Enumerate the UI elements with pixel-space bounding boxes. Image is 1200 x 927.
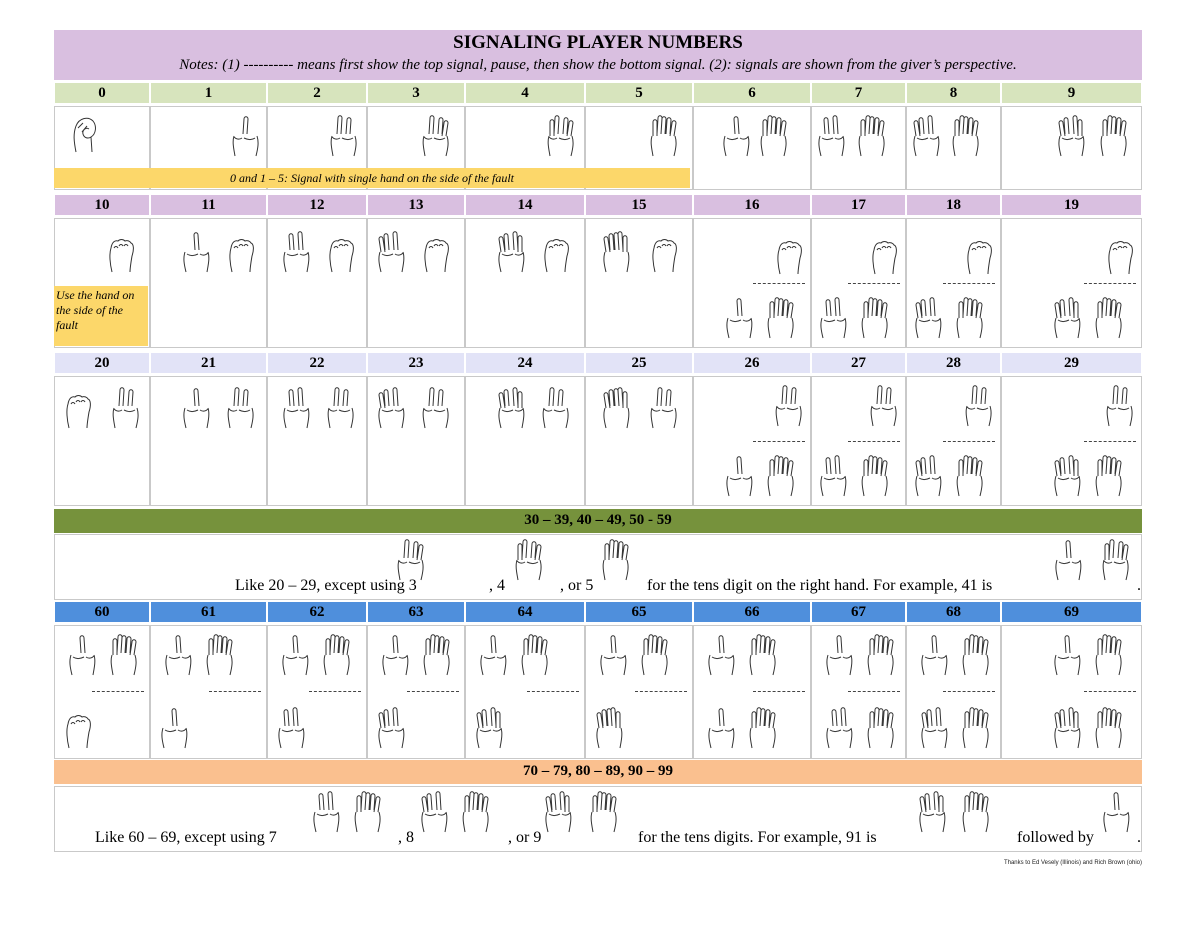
- hand-fist-icon: [963, 232, 995, 276]
- hand-five-fingers-icon: [352, 790, 384, 834]
- hand-two-fingers-icon: [225, 386, 257, 430]
- row4-header-65: 65: [585, 601, 693, 623]
- example-70-text-b: , 8: [398, 829, 414, 846]
- hand-fist-icon: [868, 232, 900, 276]
- page-title: SIGNALING PLAYER NUMBERS: [453, 32, 743, 53]
- hand-four-fingers-icon: [1055, 114, 1087, 158]
- pause-divider: [407, 691, 459, 692]
- hand-five-fingers-icon: [765, 296, 797, 340]
- row2-header-15: 15: [585, 194, 693, 216]
- hand-one-finger-icon: [230, 114, 262, 158]
- hand-fist-icon: [420, 230, 452, 274]
- hand-one-finger-icon: [1100, 790, 1132, 834]
- row4-header-67: 67: [811, 601, 906, 623]
- hand-three-fingers-icon: [418, 790, 450, 834]
- hand-one-finger-icon: [158, 706, 190, 750]
- row1-cell-6: [693, 106, 811, 190]
- notes-text: Notes: (1) ---------- means first show the top signal, pause, then show the bottom signal. (2): signals are shown from the giver’s perspective.: [179, 57, 1017, 73]
- hand-one-finger-icon: [705, 633, 737, 677]
- hand-one-finger-icon: [597, 633, 629, 677]
- row2-header-16: 16: [693, 194, 811, 216]
- hand-four-fingers-icon: [513, 538, 545, 582]
- hand-two-fingers-icon: [325, 386, 357, 430]
- hand-five-fingers-icon: [108, 633, 140, 677]
- hand-five-fingers-icon: [960, 633, 992, 677]
- hand-two-fingers-icon: [823, 706, 855, 750]
- hand-two-fingers-icon: [275, 706, 307, 750]
- example-30-text-a: Like 20 – 29, except using 3: [235, 577, 417, 594]
- band-70-99: 70 – 79, 80 – 89, 90 – 99: [54, 760, 1142, 784]
- hand-five-fingers-icon: [1093, 633, 1125, 677]
- row2-header-10: 10: [54, 194, 150, 216]
- credit-text: Thanks to Ed Vesely (Illinois) and Rich Brown (ohio): [1003, 860, 1142, 866]
- hand-two-fingers-icon: [648, 386, 680, 430]
- hand-two-fingers-icon: [815, 114, 847, 158]
- pause-divider: [943, 441, 995, 442]
- hand-four-fingers-icon: [473, 706, 505, 750]
- hand-four-fingers-icon: [1051, 296, 1083, 340]
- pause-divider: [1084, 441, 1136, 442]
- hand-four-fingers-icon: [542, 790, 574, 834]
- hand-two-fingers-icon: [280, 386, 312, 430]
- hand-two-fingers-icon: [817, 296, 849, 340]
- pause-divider: [527, 691, 579, 692]
- pause-divider: [635, 691, 687, 692]
- note-single-hand: 0 and 1 – 5: Signal with single hand on the side of the fault: [54, 168, 690, 188]
- hand-five-fingers-icon: [960, 706, 992, 750]
- example-70-text-d: for the tens digits. For example, 91 is: [638, 829, 877, 846]
- hand-two-fingers-icon: [963, 384, 995, 428]
- example-70-text-c: , or 9: [508, 829, 542, 846]
- hand-two-fingers-icon: [110, 386, 142, 430]
- band-30-59: 30 – 39, 40 – 49, 50 - 59: [54, 509, 1142, 533]
- row1-header-4: 4: [465, 82, 585, 104]
- hand-five-fingers-icon: [460, 790, 492, 834]
- hand-fist-icon: [1104, 232, 1136, 276]
- hand-one-finger-icon: [918, 633, 950, 677]
- pause-divider: [309, 691, 361, 692]
- pause-divider: [753, 691, 805, 692]
- hand-five-fingers-icon: [421, 633, 453, 677]
- hand-five-fingers-icon: [865, 706, 897, 750]
- row4-header-68: 68: [906, 601, 1001, 623]
- row3-header-26: 26: [693, 352, 811, 374]
- hand-five-fingers-icon: [600, 538, 632, 582]
- hand-one-finger-icon: [720, 114, 752, 158]
- row3-header-29: 29: [1001, 352, 1142, 374]
- example-70-text-f: .: [1137, 829, 1141, 846]
- hand-five-fingers-icon: [960, 790, 992, 834]
- hand-zero-icon: [70, 112, 102, 156]
- row2-header-19: 19: [1001, 194, 1142, 216]
- hand-five-fingers-icon: [204, 633, 236, 677]
- hand-four-fingers-icon: [495, 230, 527, 274]
- hand-five-fingers-icon: [747, 633, 779, 677]
- hand-three-fingers-icon: [918, 706, 950, 750]
- row3-header-21: 21: [150, 352, 267, 374]
- hand-fist-icon: [105, 230, 137, 274]
- hand-fist-icon: [540, 230, 572, 274]
- hand-three-fingers-icon: [375, 230, 407, 274]
- hand-three-fingers-icon: [910, 114, 942, 158]
- hand-one-finger-icon: [1052, 538, 1084, 582]
- hand-three-fingers-icon: [375, 386, 407, 430]
- example-30-text-d: for the tens digit on the right hand. For example, 41 is: [647, 577, 993, 594]
- hand-five-fingers-icon: [588, 790, 620, 834]
- hand-one-finger-icon: [180, 386, 212, 430]
- row2-header-18: 18: [906, 194, 1001, 216]
- row1-header-7: 7: [811, 82, 906, 104]
- hand-five-fingers-icon: [1093, 296, 1125, 340]
- hand-one-finger-icon: [180, 230, 212, 274]
- row2-header-11: 11: [150, 194, 267, 216]
- pause-divider: [753, 441, 805, 442]
- hand-five-fingers-icon: [758, 114, 790, 158]
- hand-two-fingers-icon: [420, 386, 452, 430]
- hand-five-fingers-icon: [600, 230, 632, 274]
- pause-divider: [848, 283, 900, 284]
- hand-five-fingers-icon: [648, 114, 680, 158]
- row4-header-62: 62: [267, 601, 367, 623]
- pause-divider: [209, 691, 261, 692]
- row1-header-5: 5: [585, 82, 693, 104]
- pause-divider: [943, 691, 995, 692]
- hand-four-fingers-icon: [1100, 538, 1132, 582]
- hand-four-fingers-icon: [1051, 706, 1083, 750]
- row2-header-14: 14: [465, 194, 585, 216]
- hand-three-fingers-icon: [420, 114, 452, 158]
- hand-five-fingers-icon: [859, 454, 891, 498]
- hand-fist-icon: [325, 230, 357, 274]
- hand-two-fingers-icon: [868, 384, 900, 428]
- hand-two-fingers-icon: [817, 454, 849, 498]
- hand-five-fingers-icon: [593, 706, 625, 750]
- hand-three-fingers-icon: [395, 538, 427, 582]
- hand-three-fingers-icon: [912, 296, 944, 340]
- hand-one-finger-icon: [477, 633, 509, 677]
- hand-five-fingers-icon: [1093, 454, 1125, 498]
- row1-header-1: 1: [150, 82, 267, 104]
- row3-header-23: 23: [367, 352, 465, 374]
- row3-header-22: 22: [267, 352, 367, 374]
- hand-fist-icon: [225, 230, 257, 274]
- pause-divider: [943, 283, 995, 284]
- example-row-30-59: [54, 534, 1142, 600]
- row1-header-6: 6: [693, 82, 811, 104]
- hand-three-fingers-icon: [912, 454, 944, 498]
- hand-four-fingers-icon: [1051, 454, 1083, 498]
- hand-five-fingers-icon: [859, 296, 891, 340]
- hand-four-fingers-icon: [545, 114, 577, 158]
- hand-two-fingers-icon: [773, 384, 805, 428]
- hand-two-fingers-icon: [540, 386, 572, 430]
- hand-five-fingers-icon: [954, 296, 986, 340]
- row3-header-25: 25: [585, 352, 693, 374]
- hand-fist-icon: [773, 232, 805, 276]
- example-30-text-e: .: [1137, 577, 1141, 594]
- row4-header-63: 63: [367, 601, 465, 623]
- hand-five-fingers-icon: [747, 706, 779, 750]
- note-hand-side: Use the hand on the side of the fault: [54, 286, 148, 346]
- hand-one-finger-icon: [705, 706, 737, 750]
- hand-three-fingers-icon: [375, 706, 407, 750]
- row1-header-9: 9: [1001, 82, 1142, 104]
- hand-five-fingers-icon: [639, 633, 671, 677]
- row1-header-2: 2: [267, 82, 367, 104]
- hand-five-fingers-icon: [950, 114, 982, 158]
- row2-header-13: 13: [367, 194, 465, 216]
- row2-header-12: 12: [267, 194, 367, 216]
- hand-four-fingers-icon: [916, 790, 948, 834]
- hand-five-fingers-icon: [765, 454, 797, 498]
- row4-header-60: 60: [54, 601, 150, 623]
- hand-four-fingers-icon: [495, 386, 527, 430]
- row4-header-69: 69: [1001, 601, 1142, 623]
- hand-one-finger-icon: [723, 454, 755, 498]
- hand-two-fingers-icon: [280, 230, 312, 274]
- row1-header-0: 0: [54, 82, 150, 104]
- row4-header-61: 61: [150, 601, 267, 623]
- hand-one-finger-icon: [823, 633, 855, 677]
- hand-one-finger-icon: [1051, 633, 1083, 677]
- hand-one-finger-icon: [379, 633, 411, 677]
- hand-five-fingers-icon: [1098, 114, 1130, 158]
- hand-five-fingers-icon: [954, 454, 986, 498]
- pause-divider: [848, 691, 900, 692]
- row3-header-24: 24: [465, 352, 585, 374]
- hand-one-finger-icon: [279, 633, 311, 677]
- hand-five-fingers-icon: [1093, 706, 1125, 750]
- hand-two-fingers-icon: [310, 790, 342, 834]
- row3-header-20: 20: [54, 352, 150, 374]
- row3-header-28: 28: [906, 352, 1001, 374]
- pause-divider: [1084, 283, 1136, 284]
- example-70-text-a: Like 60 – 69, except using 7: [95, 829, 277, 846]
- hand-five-fingers-icon: [600, 386, 632, 430]
- hand-five-fingers-icon: [519, 633, 551, 677]
- example-70-text-e: followed by: [1017, 829, 1094, 846]
- hand-five-fingers-icon: [321, 633, 353, 677]
- row4-header-64: 64: [465, 601, 585, 623]
- hand-one-finger-icon: [66, 633, 98, 677]
- hand-one-finger-icon: [723, 296, 755, 340]
- title-banner: [54, 30, 1142, 80]
- hand-fist-icon: [648, 230, 680, 274]
- row4-header-66: 66: [693, 601, 811, 623]
- hand-two-fingers-icon: [328, 114, 360, 158]
- pause-divider: [1084, 691, 1136, 692]
- row1-header-3: 3: [367, 82, 465, 104]
- pause-divider: [848, 441, 900, 442]
- row1-header-8: 8: [906, 82, 1001, 104]
- row2-header-17: 17: [811, 194, 906, 216]
- hand-one-finger-icon: [162, 633, 194, 677]
- pause-divider: [753, 283, 805, 284]
- row3-header-27: 27: [811, 352, 906, 374]
- hand-five-fingers-icon: [865, 633, 897, 677]
- example-30-text-c: , or 5: [560, 577, 594, 594]
- hand-five-fingers-icon: [856, 114, 888, 158]
- hand-fist-icon: [62, 706, 94, 750]
- pause-divider: [92, 691, 144, 692]
- hand-fist-icon: [62, 386, 94, 430]
- example-30-text-b: , 4: [489, 577, 505, 594]
- hand-two-fingers-icon: [1104, 384, 1136, 428]
